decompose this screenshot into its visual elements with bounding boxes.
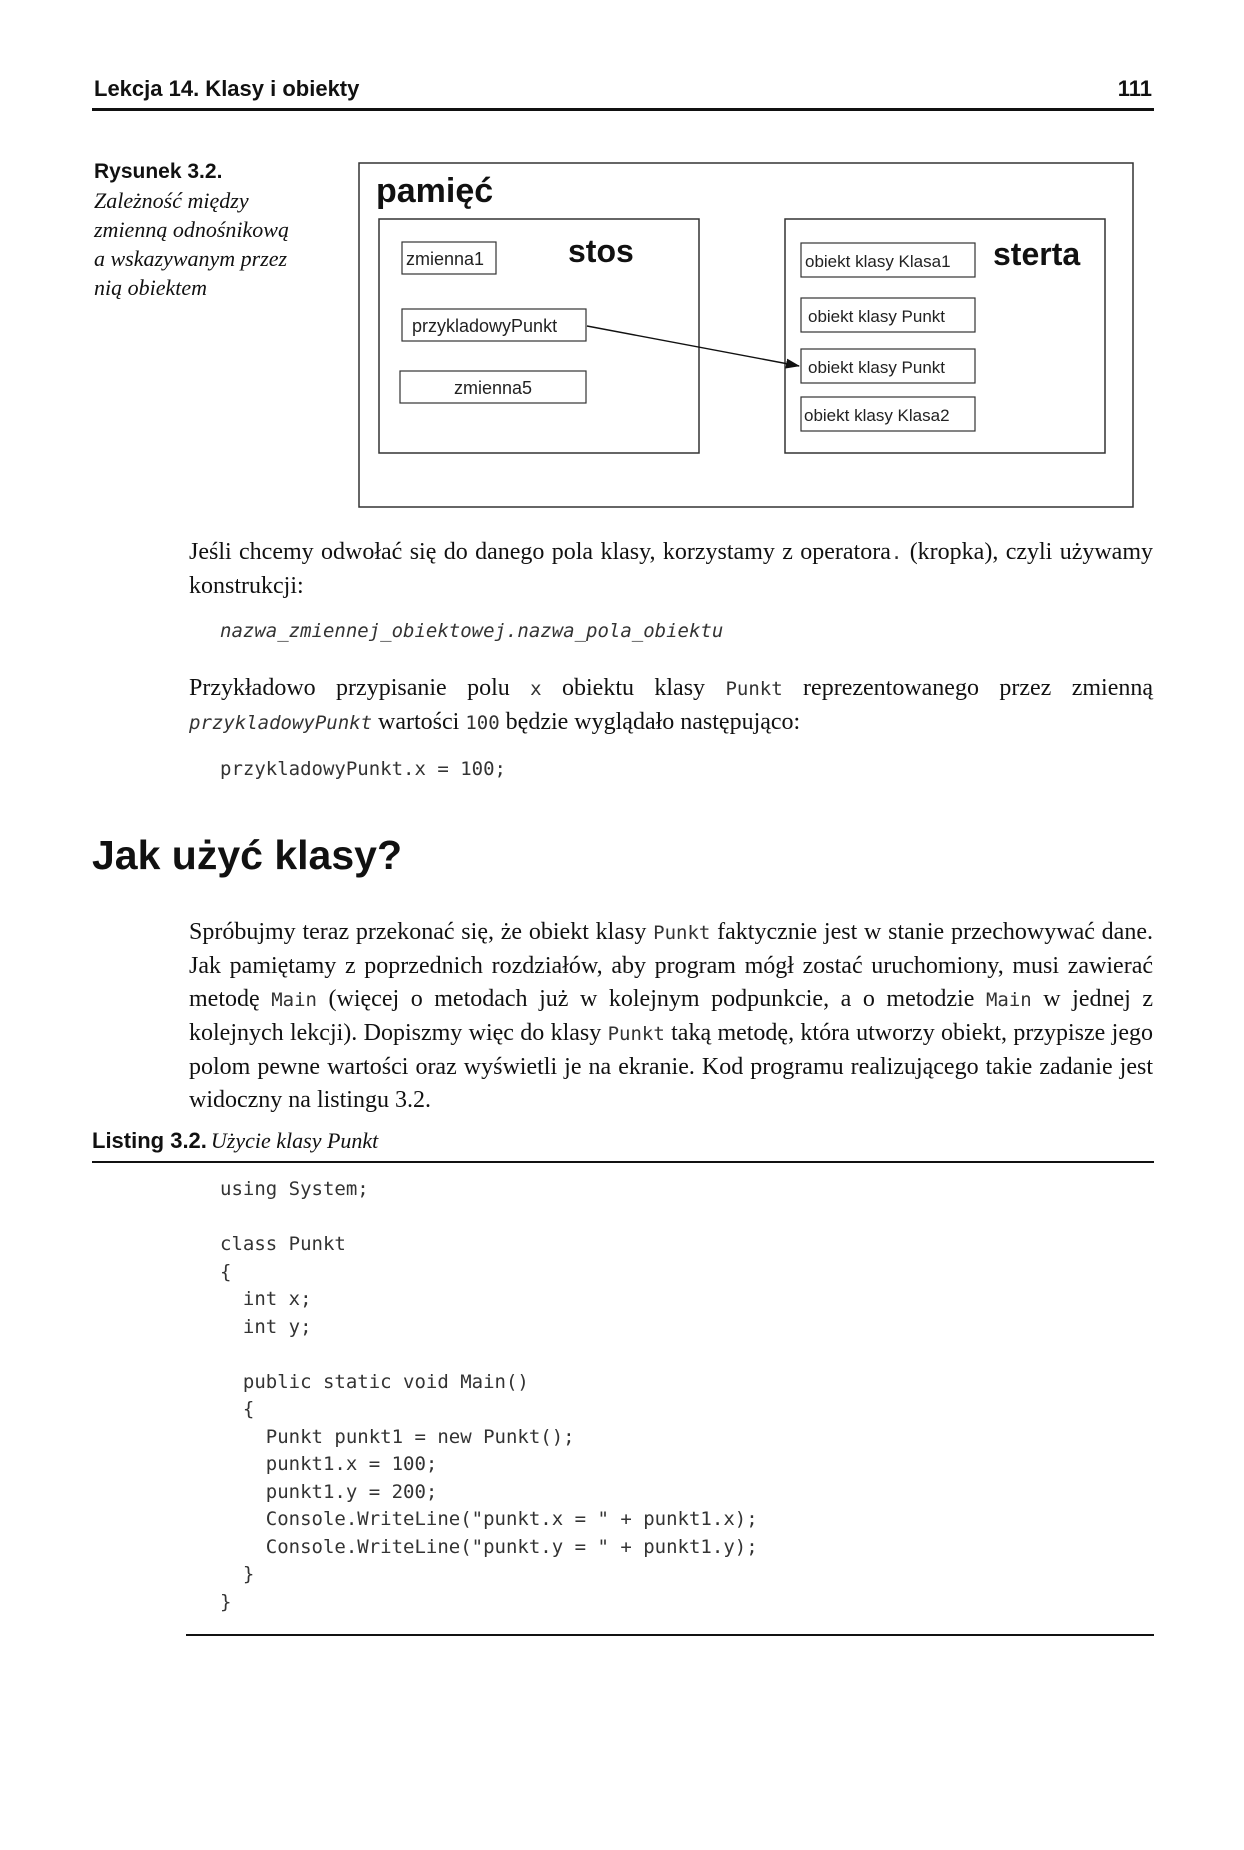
text-run: będzie wyglądało następująco: [499,709,801,735]
text-run: obiektu klasy [541,675,726,701]
header-title: Lekcja 14. Klasy i obiekty [94,76,360,101]
memory-diagram [358,162,1134,508]
inline-code: przykladowyPunkt [189,712,373,734]
stack-item-zmienna1: zmienna1 [406,249,485,269]
inline-code: . [890,542,903,564]
page-number: 111 [1117,76,1152,101]
paragraph-3 [189,916,1153,1117]
text-run: Spróbujmy teraz przekonać się, że obiekt klasy [189,919,654,945]
heap-item-punkt-2: obiekt klasy Punkt [808,358,946,377]
code-example-1: nazwa_zmiennej_obiektowej.nazwa_pola_obiektu [220,620,724,642]
section-title: Jak użyć klasy? [92,832,402,878]
reference-arrow [587,326,799,366]
text-run: reprezentowanego przez zmienną [782,675,1154,701]
paragraph-1 [189,536,1153,603]
paragraph-2 [189,672,1153,740]
text-run: Przykładowo przypisanie polu [189,675,531,701]
heap-item-punkt-1: obiekt klasy Punkt [808,307,946,326]
heap-item-klasa2: obiekt klasy Klasa2 [804,406,950,425]
text-run: faktycznie jest w stanie przechowywać dane. Jak pamiętamy z poprzednich rozdziałów, aby program mógł zostać uruchomiony, musi zawierać metodę [189,919,1153,1012]
inline-code: Main [271,989,317,1011]
listing-divider [186,1634,1154,1636]
heap-label: sterta [993,236,1081,272]
inline-code: Punkt [725,678,783,700]
listing-title: Użycie klasy Punkt [210,1128,379,1153]
code-example-2: przykladowyPunkt.x = 100; [220,758,506,780]
inline-code: x [530,678,542,700]
figure-label: Rysunek 3.2. [94,160,223,183]
stack-item-zmienna5: zmienna5 [453,378,533,398]
figure-caption [94,160,334,302]
text-run: wartości [372,709,466,735]
inline-code: 100 [465,712,500,734]
heap-item-klasa1: obiekt klasy Klasa1 [805,252,951,271]
memory-label: pamięć [376,172,494,210]
listing-label: Listing 3.2. [92,1128,207,1153]
listing-code: using System; class Punkt { int x; int y; public static void Main() { Punkt punkt1 = new Punkt(); punkt1.x = 100; punkt1.y = 200; Console.WriteLine("punkt.x = " + punkt1.x); Console.WriteLine("punkt.y = " + punkt1.y); } } [220,1178,758,1613]
inline-code: Punkt [653,922,711,944]
figure-caption-text: Zależność między zmienną odnośnikową a wskazywanym przez nią obiektem [94,188,289,300]
text-run: Jeśli chcemy odwołać się do danego pola klasy, korzystamy z operatora [189,539,891,565]
inline-code: Main [985,989,1032,1011]
inline-code: Punkt [607,1023,665,1045]
text-run: w jednej z kolejnych lekcji). Dopiszmy więc do klasy [189,986,1154,1046]
text-run: (więcej o metodach już w kolejnym podpunkcie, a o metodzie [316,986,986,1012]
stack-item-przykladowypunkt: przykladowyPunkt [412,316,558,336]
running-header [92,76,1154,111]
text-run: (kropka), czyli używamy konstrukcji: [189,539,1153,599]
stack-label: stos [568,233,634,269]
text-run: taką metodę, która utworzy obiekt, przypisze jego polom pewne wartości oraz wyświetli je na ekranie. Kod programu realizującego takie zadanie jest widoczny na listingu 3.2. [189,1020,1153,1113]
listing-caption [92,1128,1154,1163]
